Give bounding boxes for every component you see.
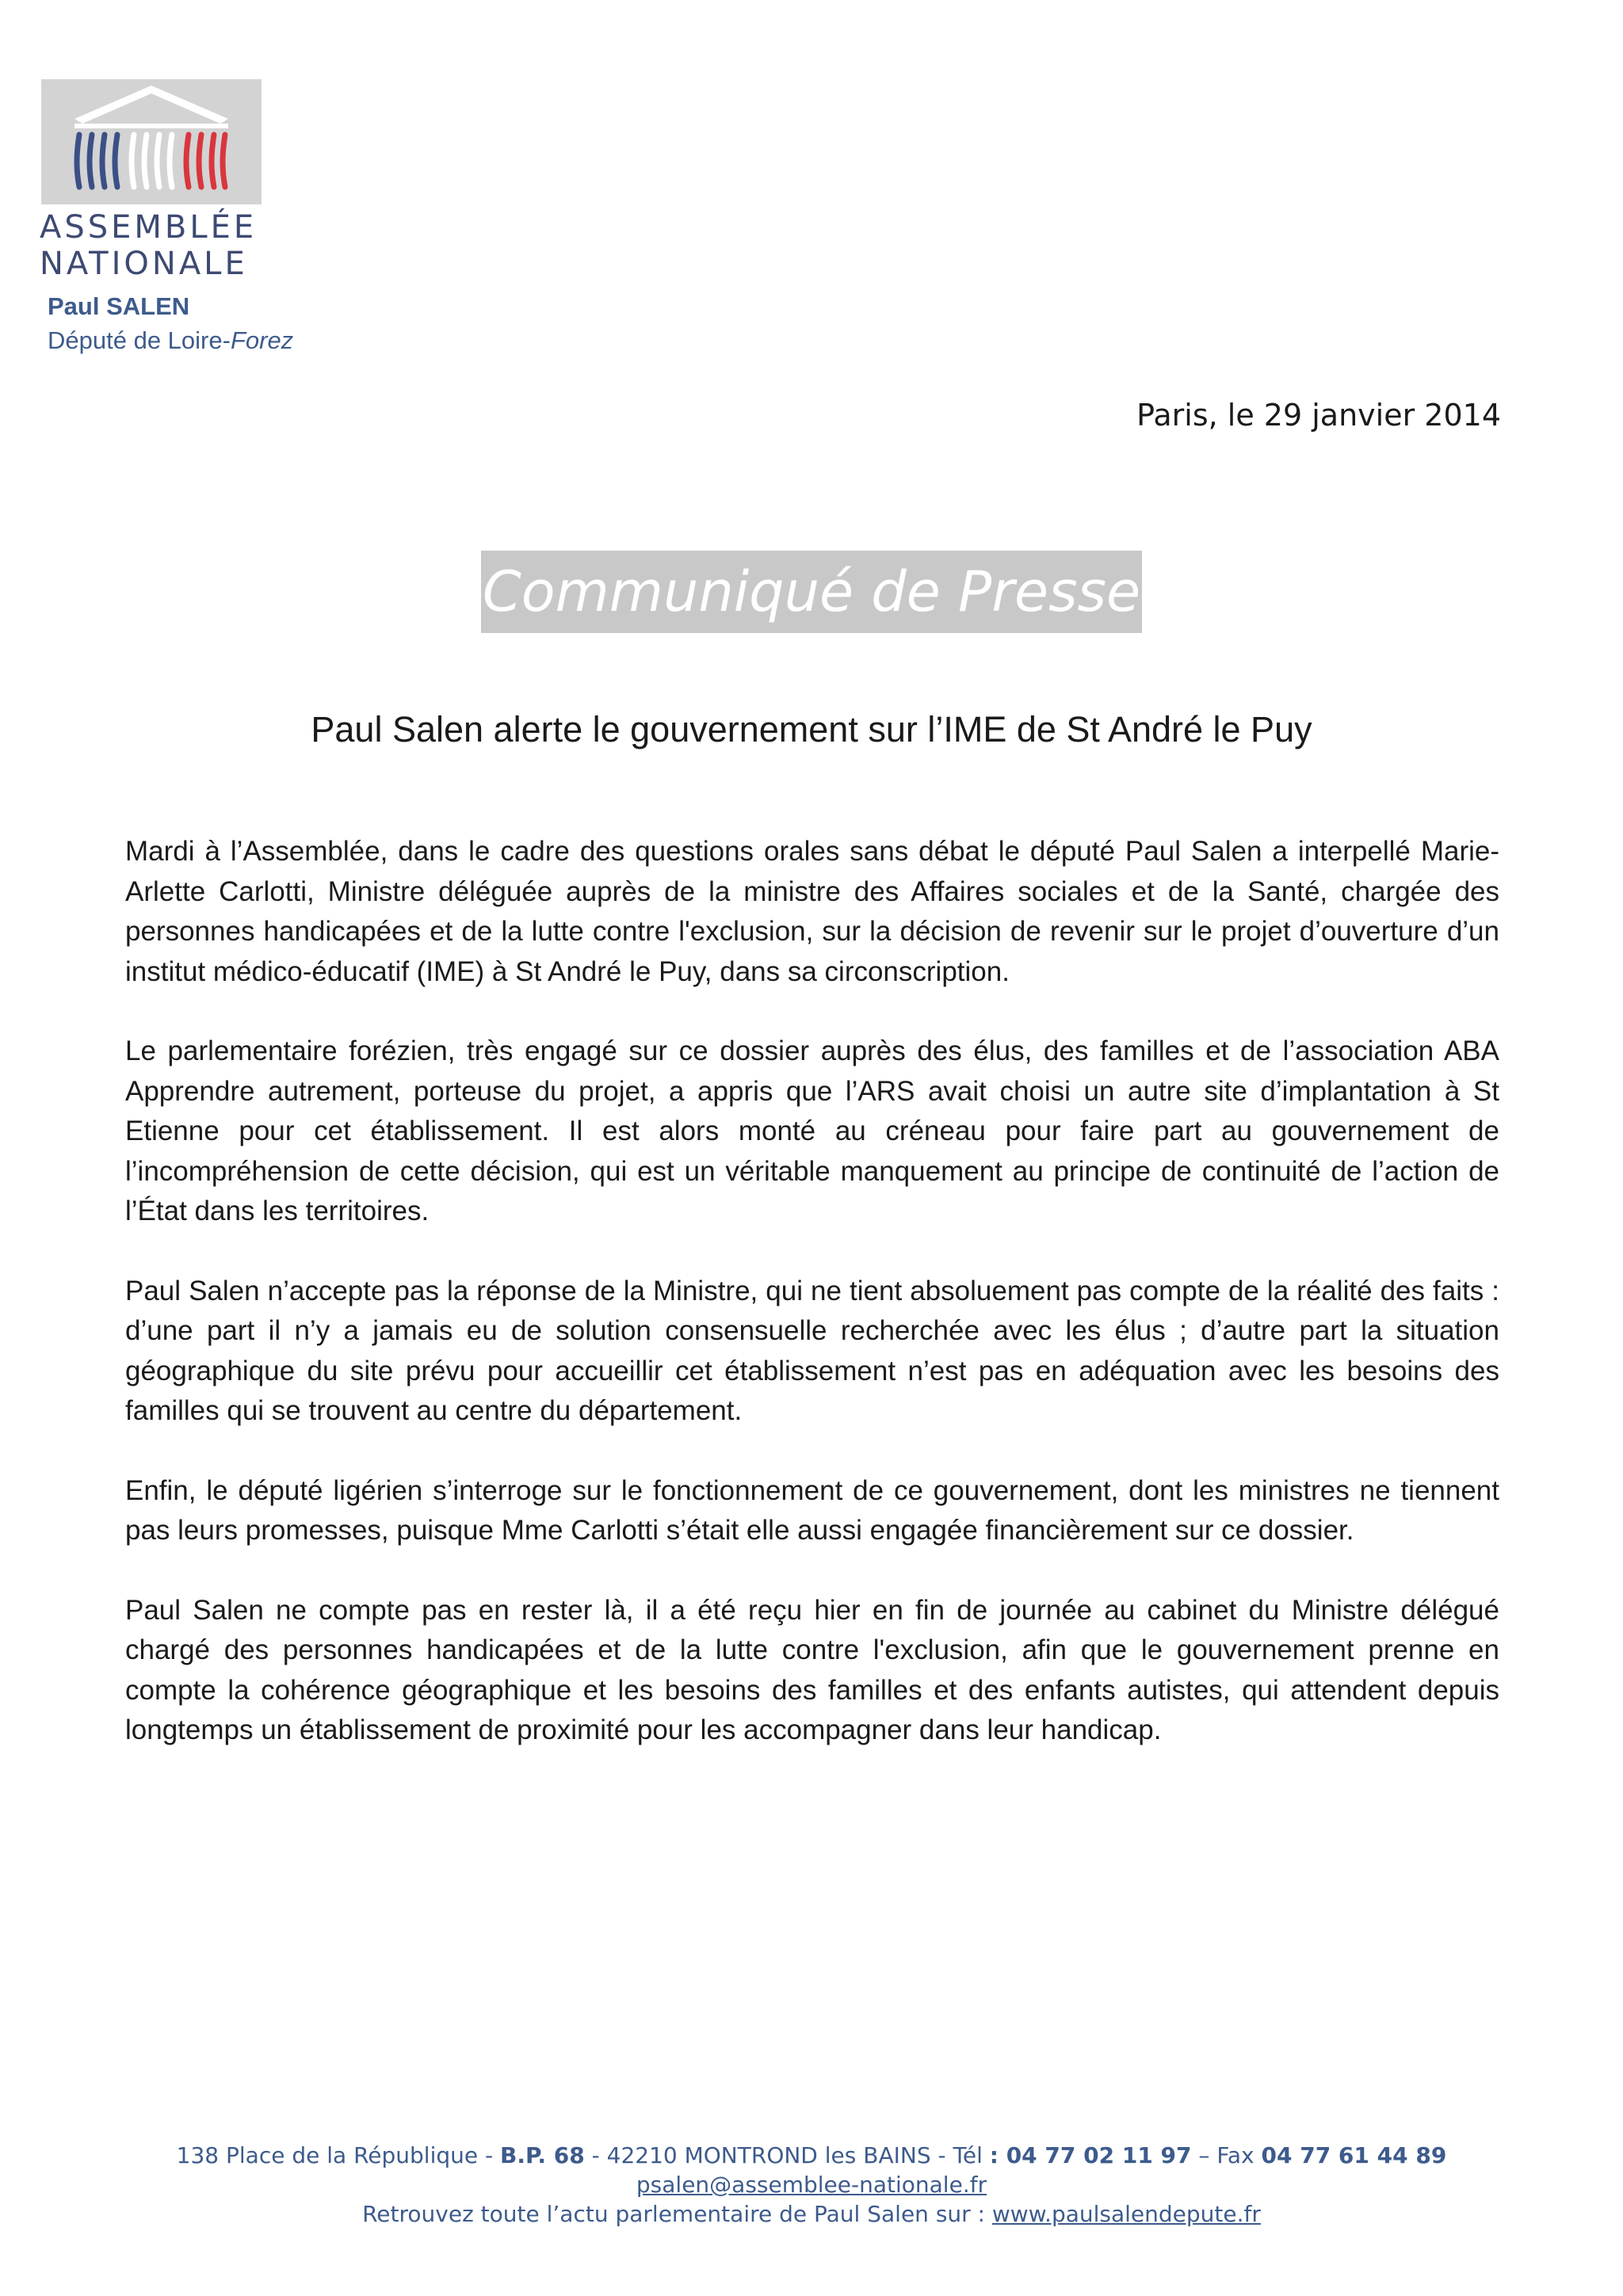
palais-bourbon-emblem <box>41 79 262 204</box>
document-date: Paris, le 29 janvier 2014 <box>1136 398 1501 433</box>
footer-actu-text: Retrouvez toute l’actu parlementaire de Paul Salen sur : <box>362 2201 992 2227</box>
paragraph: Paul Salen ne compte pas en rester là, il a été reçu hier en fin de journée au cabinet du Ministre délégué chargé des personnes handicapées et de la lutte contre l'exclusion, afin que le gouvernement prenne en compte la cohérence géographique et les besoins des familles et des enfants autistes, qui attendent depuis longtemps un établissement de proximité pour les accompagner dans leur handicap. <box>125 1594 1499 1745</box>
author-title <box>48 323 293 358</box>
footer-fax: 04 77 61 44 89 <box>1261 2142 1447 2168</box>
assemblee-nationale-logo <box>40 79 269 282</box>
logo-wordmark-line2: NATIONALE <box>40 246 248 282</box>
footer-tel: 04 77 02 11 97 <box>998 2142 1192 2168</box>
author-title-prefix: Député de Loire- <box>48 326 231 354</box>
press-release-banner <box>0 551 1623 633</box>
footer-address-start: 138 Place de la République - <box>176 2142 501 2168</box>
footer-website-link[interactable]: www.paulsalendepute.fr <box>991 2201 1261 2227</box>
footer-address-line <box>0 2141 1623 2170</box>
footer-tel-colon: : <box>989 2142 999 2168</box>
paragraph: Le parlementaire forézien, très engagé sur ce dossier auprès des élus, des familles et de l’association ABA Apprendre autrement, porteuse du projet, a appris que l’ARS avait choisi un autre site d’implantation à St Etienne pour cet établissement. Il est alors monté au créneau pour faire part au gouvernement de l’incompréhension de cette décision, qui est un véritable manquement au principe de continuité de l’action de l’État dans les territoires. <box>125 1035 1499 1226</box>
paragraph: Enfin, le député ligérien s’interroge sur le fonctionnement de ce gouvernement, dont les ministres ne tiennent pas leurs promesses, puisque Mme Carlotti s’était elle aussi engagée financièrement sur ce dossier. <box>125 1474 1499 1546</box>
paragraph: Paul Salen n’accepte pas la réponse de la Ministre, qui ne tient absoluement pas compte de la réalité des faits : d’une part il n’y a jamais eu de solution consensuelle recherchée avec les élus ; d’autre part la situation géographique du site prévu pour accueillir cet établissement n’est pas en adéquation avec les besoins des familles qui se trouvent au centre du département. <box>125 1275 1499 1426</box>
paragraph: Mardi à l’Assemblée, dans le cadre des questions orales sans débat le député Paul Salen a interpellé Marie-Arlette Carlotti, Ministre déléguée auprès de la ministre des Affaires sociales et de la Santé, chargée des personnes handicapées et de la lutte contre l'exclusion, sur la décision de revenir sur le projet d’ouverture d’un institut médico-éducatif (IME) à St André le Puy, dans sa circonscription. <box>125 836 1499 987</box>
press-release-label: Communiqué de Presse <box>481 551 1142 633</box>
footer <box>0 2141 1623 2229</box>
footer-fax-label: – Fax <box>1191 2142 1262 2168</box>
footer-email-link[interactable]: psalen@assemblee-nationale.fr <box>636 2172 987 2198</box>
author-title-italic: Forez <box>230 326 294 354</box>
body-text <box>125 832 1499 1791</box>
footer-address-mid: - 42210 MONTROND les BAINS - Tél <box>584 2142 990 2168</box>
author-name: Paul SALEN <box>48 292 190 320</box>
footer-bp: B.P. 68 <box>500 2142 585 2168</box>
footer-actu-line <box>0 2199 1623 2229</box>
headline: Paul Salen alerte le gouvernement sur l’IME de St André le Puy <box>311 709 1312 749</box>
author-block <box>48 290 293 358</box>
logo-wordmark-line1: ASSEMBLÉE <box>40 209 258 246</box>
